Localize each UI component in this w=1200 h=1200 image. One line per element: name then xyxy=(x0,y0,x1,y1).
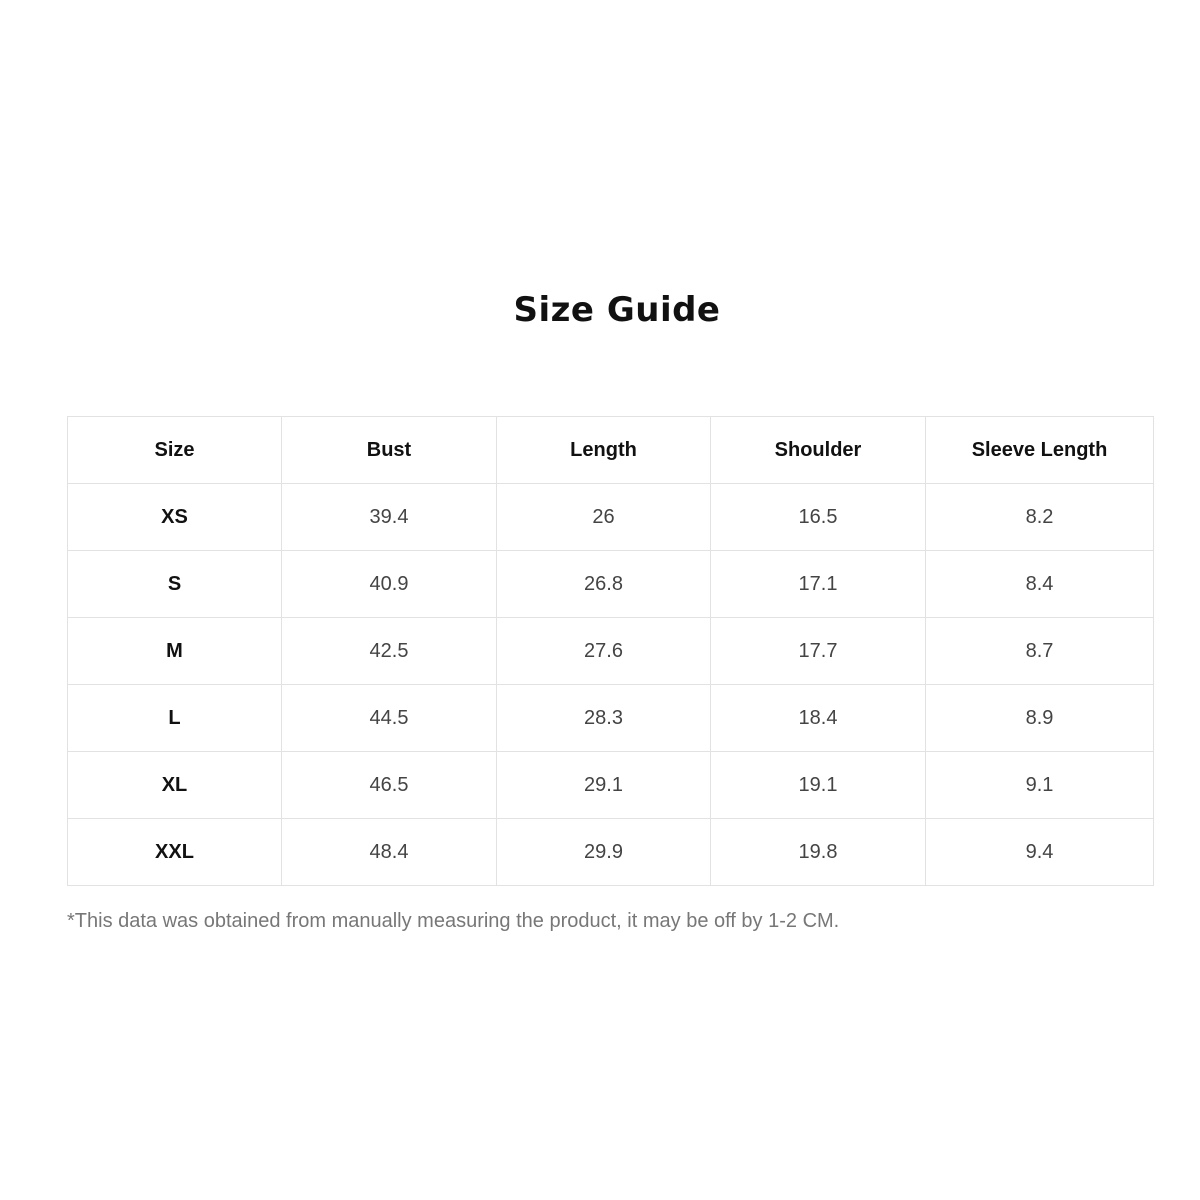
header-sleeve-length: Sleeve Length xyxy=(926,417,1154,484)
table-row xyxy=(68,551,1154,618)
header-shoulder: Shoulder xyxy=(711,417,926,484)
cell-bust: 48.4 xyxy=(282,819,497,886)
cell-bust: 40.9 xyxy=(282,551,497,618)
table-row xyxy=(68,618,1154,685)
cell-length: 28.3 xyxy=(497,685,711,752)
cell-sleeve-length: 9.1 xyxy=(926,752,1154,819)
header-bust: Bust xyxy=(282,417,497,484)
cell-shoulder: 17.7 xyxy=(711,618,926,685)
cell-length: 26.8 xyxy=(497,551,711,618)
cell-size: M xyxy=(68,618,282,685)
cell-shoulder: 19.8 xyxy=(711,819,926,886)
cell-sleeve-length: 8.9 xyxy=(926,685,1154,752)
cell-size: L xyxy=(68,685,282,752)
cell-length: 27.6 xyxy=(497,618,711,685)
header-length: Length xyxy=(497,417,711,484)
cell-shoulder: 16.5 xyxy=(711,484,926,551)
cell-bust: 39.4 xyxy=(282,484,497,551)
cell-bust: 44.5 xyxy=(282,685,497,752)
cell-size: XS xyxy=(68,484,282,551)
cell-sleeve-length: 8.2 xyxy=(926,484,1154,551)
cell-bust: 42.5 xyxy=(282,618,497,685)
cell-shoulder: 17.1 xyxy=(711,551,926,618)
measurement-note: *This data was obtained from manually measuring the product, it may be off by 1-2 CM. xyxy=(67,910,840,932)
header-size: Size xyxy=(68,417,282,484)
cell-size: S xyxy=(68,551,282,618)
size-table xyxy=(67,416,1154,886)
cell-length: 29.1 xyxy=(497,752,711,819)
cell-sleeve-length: 9.4 xyxy=(926,819,1154,886)
table-header-row xyxy=(68,417,1154,484)
cell-shoulder: 19.1 xyxy=(711,752,926,819)
cell-bust: 46.5 xyxy=(282,752,497,819)
cell-length: 29.9 xyxy=(497,819,711,886)
table-row xyxy=(68,819,1154,886)
table-row xyxy=(68,484,1154,551)
cell-length: 26 xyxy=(497,484,711,551)
page-title: Size Guide xyxy=(513,290,721,330)
cell-size: XL xyxy=(68,752,282,819)
cell-shoulder: 18.4 xyxy=(711,685,926,752)
table-row xyxy=(68,685,1154,752)
cell-size: XXL xyxy=(68,819,282,886)
cell-sleeve-length: 8.4 xyxy=(926,551,1154,618)
cell-sleeve-length: 8.7 xyxy=(926,618,1154,685)
table-row xyxy=(68,752,1154,819)
